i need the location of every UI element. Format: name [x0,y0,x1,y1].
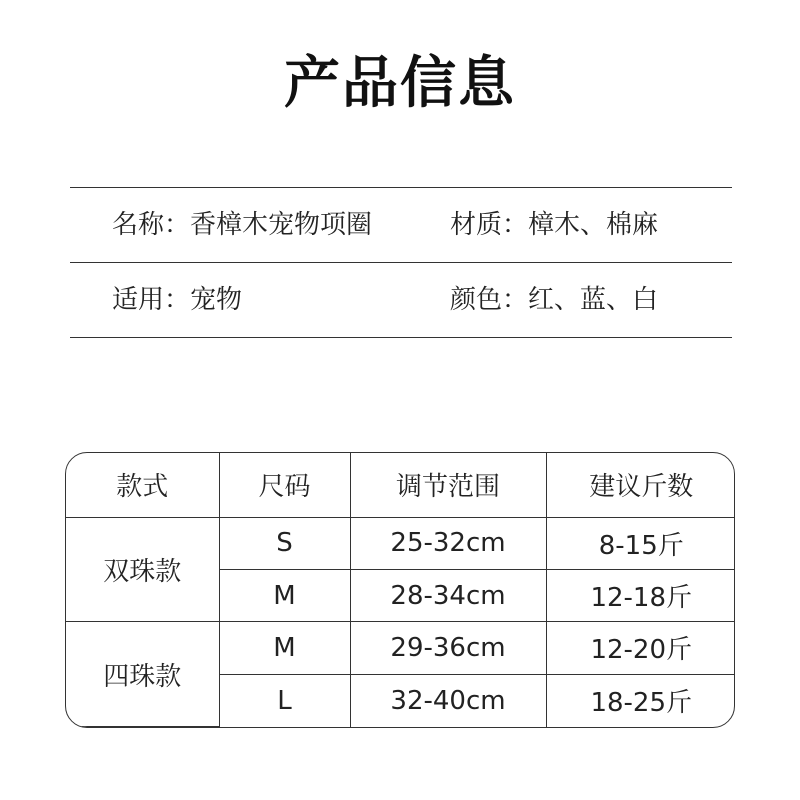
info-usage: 适用：宠物 [112,285,243,315]
cell-weight: 12-18斤 [546,569,735,621]
info-row [70,262,732,338]
cell-range: 32-40cm [350,674,546,726]
cell-weight: 8-15斤 [546,517,735,569]
info-name: 名称：香樟木宠物项圈 [112,210,373,240]
info-material: 材质：樟木、棉麻 [450,210,659,240]
info-row [70,187,732,262]
table-row [66,622,735,674]
cell-range: 25-32cm [350,517,546,569]
info-color: 颜色：红、蓝、白 [450,285,659,315]
product-info-section [70,187,732,338]
cell-style: 双珠款 [66,517,219,622]
page-title: 产品信息 [284,51,516,116]
cell-style: 四珠款 [66,622,219,727]
cell-weight: 18-25斤 [546,674,735,726]
cell-weight: 12-20斤 [546,622,735,674]
table-header-row [66,453,735,517]
cell-size: M [219,569,350,621]
cell-size: S [219,517,350,569]
header-range: 调节范围 [350,453,546,517]
cell-size: L [219,674,350,726]
cell-size: M [219,622,350,674]
cell-range: 28-34cm [350,569,546,621]
header-size: 尺码 [219,453,350,517]
table-row [66,517,735,569]
header-weight: 建议斤数 [546,453,735,517]
size-spec-table [65,452,735,728]
header-style: 款式 [66,453,219,517]
cell-range: 29-36cm [350,622,546,674]
